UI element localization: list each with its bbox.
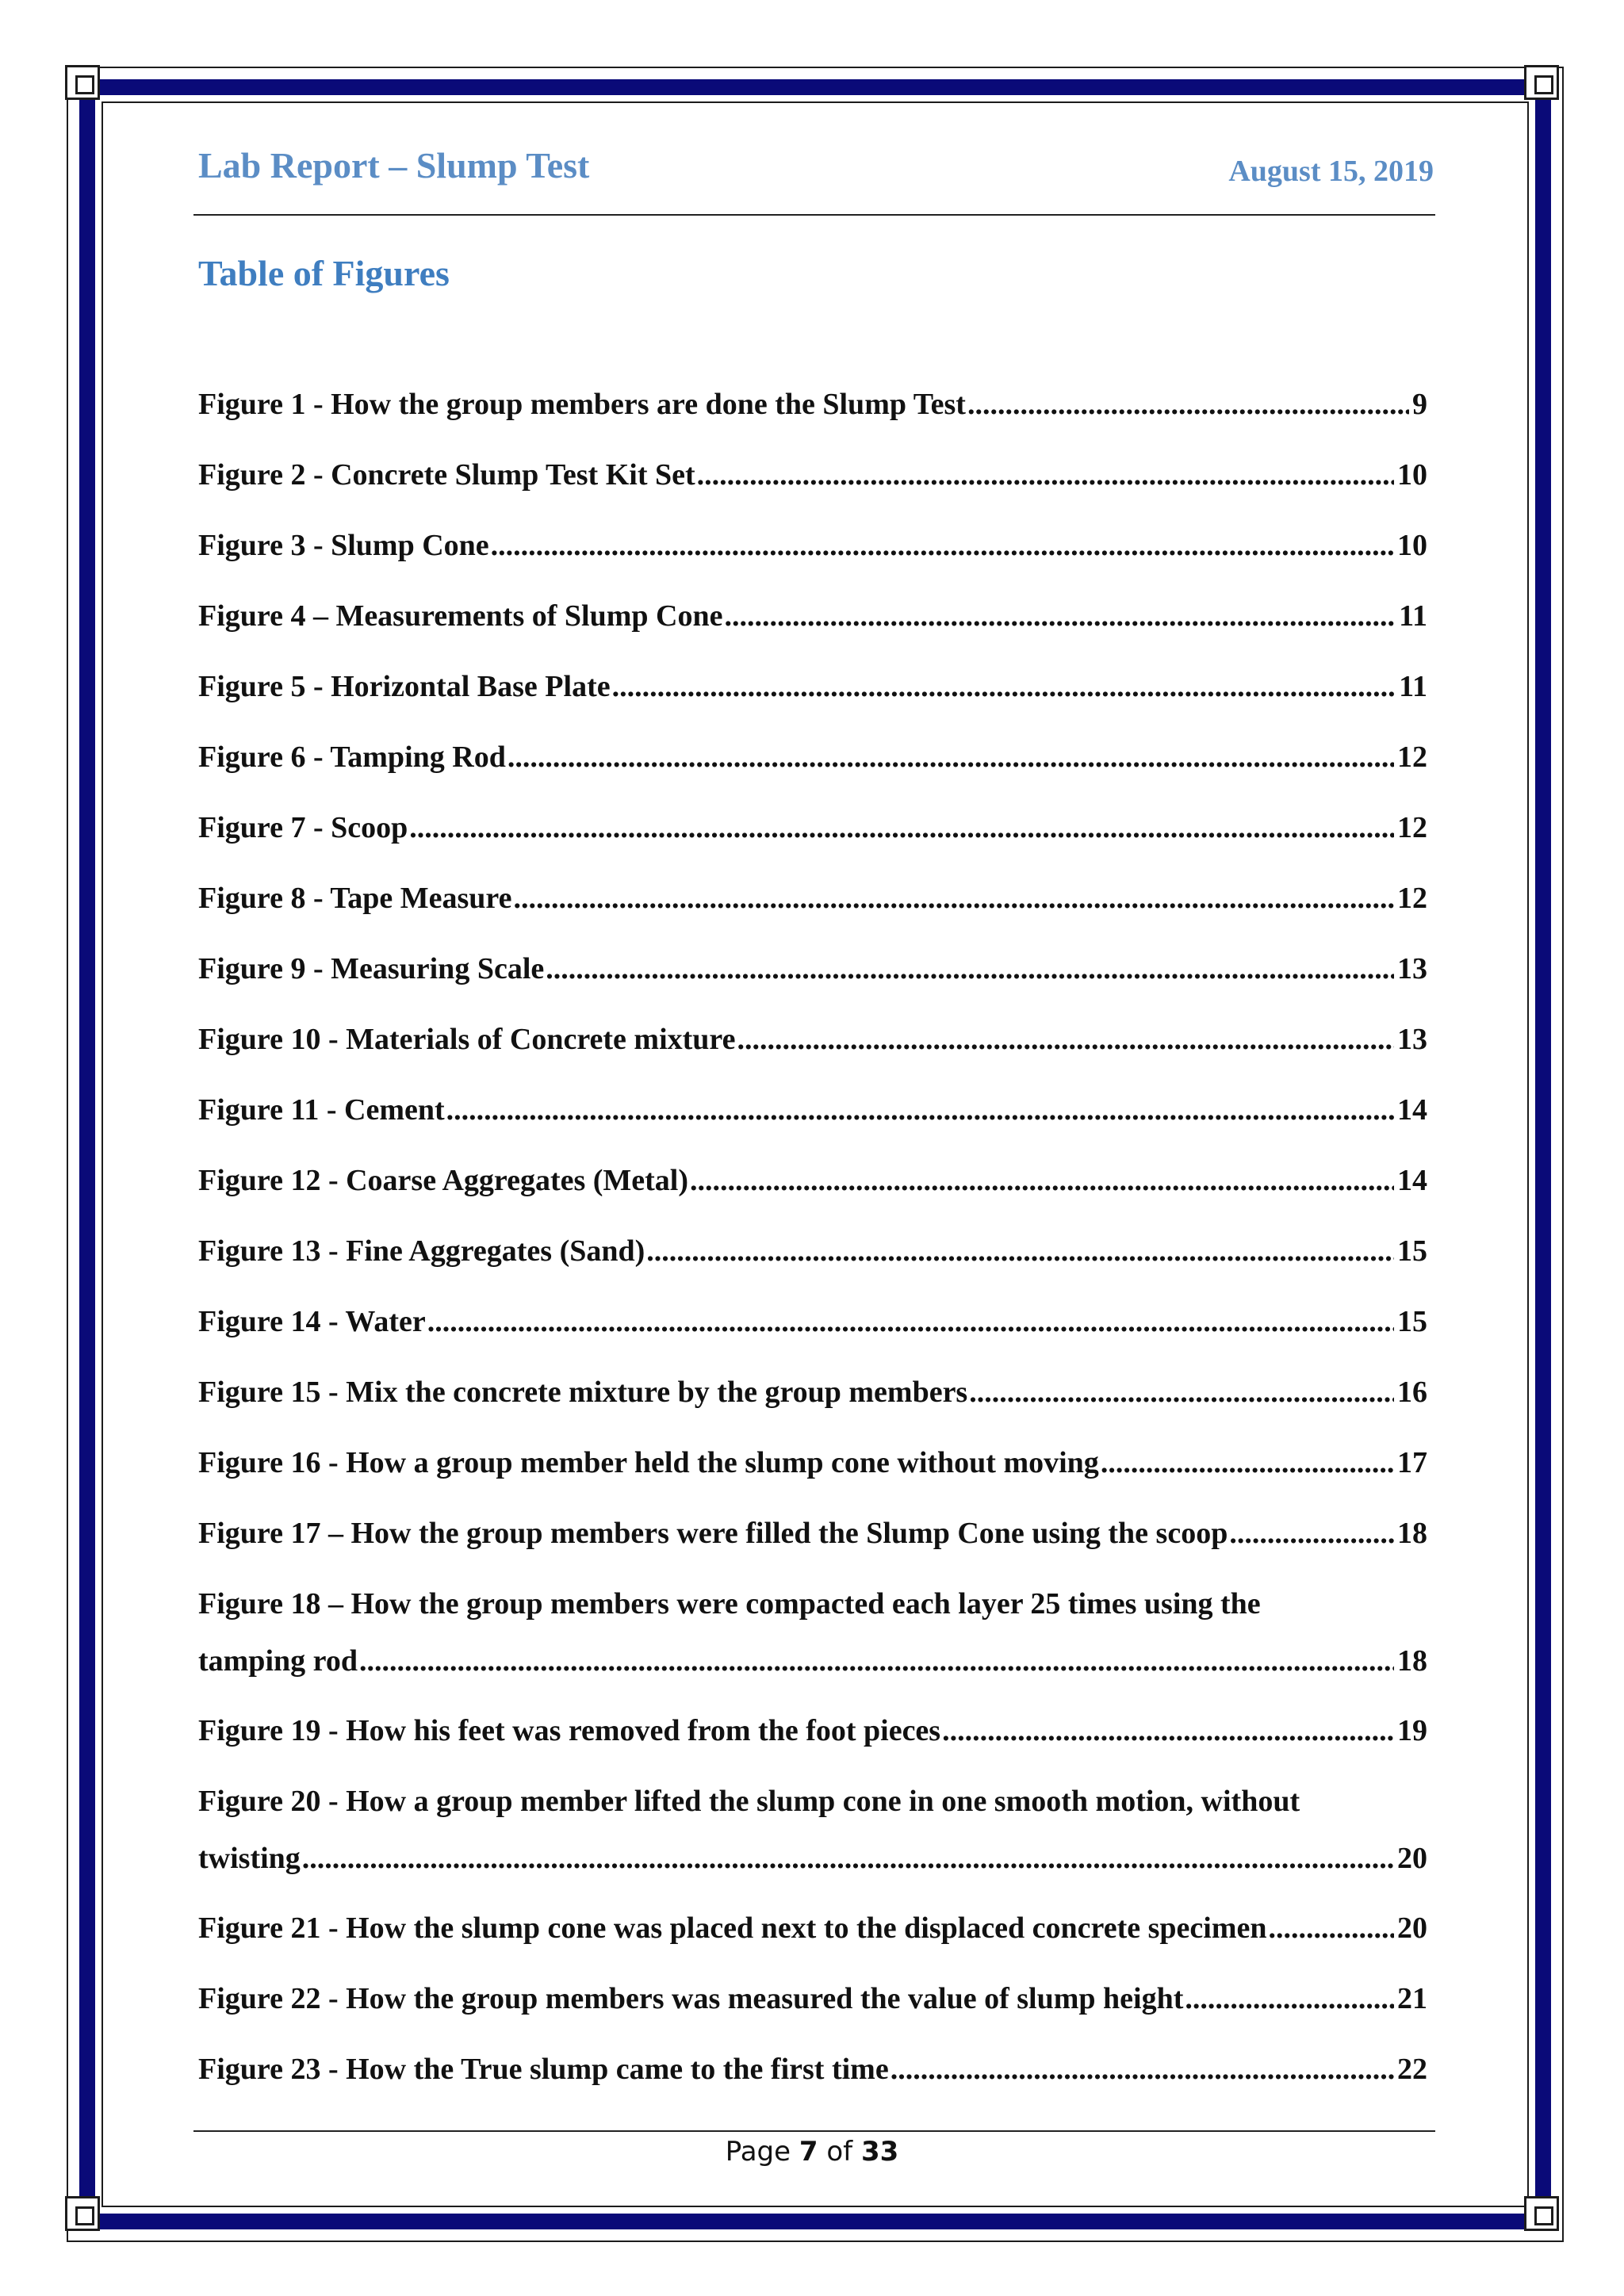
toc-entry-text-continued: twisting bbox=[198, 1842, 301, 1875]
dot-leader bbox=[359, 1632, 1394, 1689]
toc-entry[interactable] bbox=[198, 1434, 1427, 1505]
toc-entry-text: Figure 5 - Horizontal Base Plate bbox=[198, 670, 611, 703]
toc-entry[interactable] bbox=[198, 2041, 1427, 2111]
toc-entry-page: 18 bbox=[1397, 1644, 1427, 1678]
toc-entry[interactable] bbox=[198, 940, 1427, 1011]
toc-entry-text: Figure 11 - Cement bbox=[198, 1093, 445, 1127]
dot-leader bbox=[891, 2041, 1394, 2098]
dot-leader bbox=[697, 446, 1394, 503]
dot-leader bbox=[491, 517, 1394, 574]
toc-entry-page: 17 bbox=[1397, 1446, 1427, 1479]
toc-entry-text: Figure 9 - Measuring Scale bbox=[198, 952, 545, 985]
dot-leader bbox=[513, 870, 1394, 927]
footer-of-word: of bbox=[826, 2136, 853, 2168]
footer-current-page: 7 bbox=[799, 2136, 818, 2168]
toc-entry-page: 16 bbox=[1397, 1376, 1427, 1409]
toc-entry-text: Figure 16 - How a group member held the slump cone without moving bbox=[198, 1446, 1099, 1479]
header-divider bbox=[193, 214, 1435, 216]
dot-leader bbox=[427, 1293, 1394, 1350]
toc-entry-page: 12 bbox=[1397, 811, 1427, 844]
toc-entry[interactable] bbox=[198, 1702, 1427, 1773]
toc-entry-text-continued: tamping rod bbox=[198, 1644, 358, 1678]
toc-entry[interactable] bbox=[198, 799, 1427, 870]
toc-entry[interactable] bbox=[198, 1505, 1427, 1575]
toc-entry-text: Figure 14 - Water bbox=[198, 1305, 426, 1338]
dot-leader bbox=[967, 376, 1409, 433]
toc-entry-text: Figure 19 - How his feet was removed from the foot pieces bbox=[198, 1714, 941, 1747]
dot-leader bbox=[690, 1152, 1394, 1209]
toc-entry-page: 18 bbox=[1397, 1517, 1427, 1550]
dot-leader bbox=[508, 729, 1394, 786]
toc-entry-page: 21 bbox=[1397, 1982, 1427, 2015]
toc-entry-text: Figure 3 - Slump Cone bbox=[198, 529, 489, 562]
toc-entry-page: 11 bbox=[1399, 599, 1427, 633]
header-title: Lab Report – Slump Test bbox=[198, 145, 590, 186]
toc-entry[interactable] bbox=[198, 729, 1427, 799]
toc-entry[interactable] bbox=[198, 658, 1427, 729]
toc-entry-page: 15 bbox=[1397, 1234, 1427, 1268]
toc-entry-page: 13 bbox=[1397, 1023, 1427, 1056]
toc-entry-text: Figure 20 - How a group member lifted the slump cone in one smooth motion, without bbox=[198, 1785, 1300, 1818]
toc-entry-page: 12 bbox=[1397, 882, 1427, 915]
dot-leader bbox=[646, 1223, 1394, 1280]
dot-leader bbox=[1268, 1900, 1394, 1957]
toc-entry-text: Figure 10 - Materials of Concrete mixture bbox=[198, 1023, 736, 1056]
toc-entry-page: 22 bbox=[1397, 2053, 1427, 2086]
toc-entry-page: 13 bbox=[1397, 952, 1427, 985]
page-footer bbox=[0, 2136, 1624, 2168]
toc-entry-text: Figure 8 - Tape Measure bbox=[198, 882, 512, 915]
header-date: August 15, 2019 bbox=[1228, 155, 1434, 188]
toc-entry-text: Figure 12 - Coarse Aggregates (Metal) bbox=[198, 1164, 689, 1197]
toc-entry[interactable] bbox=[198, 587, 1427, 658]
toc-entry[interactable] bbox=[198, 1575, 1427, 1702]
toc-entry-text: Figure 13 - Fine Aggregates (Sand) bbox=[198, 1234, 645, 1268]
border-corner-ornament bbox=[65, 65, 100, 100]
dot-leader bbox=[1185, 1970, 1394, 2027]
toc-entry-page: 14 bbox=[1397, 1093, 1427, 1127]
toc-entry-page: 10 bbox=[1397, 458, 1427, 492]
toc-entry[interactable] bbox=[198, 517, 1427, 587]
footer-total-pages: 33 bbox=[860, 2136, 899, 2168]
toc-entry-page: 14 bbox=[1397, 1164, 1427, 1197]
toc-entry[interactable] bbox=[198, 1900, 1427, 1970]
dot-leader bbox=[302, 1830, 1394, 1887]
border-corner-ornament bbox=[1524, 65, 1559, 100]
toc-entry[interactable] bbox=[198, 1970, 1427, 2041]
border-corner-ornament bbox=[65, 2196, 100, 2231]
toc-entry-text: Figure 2 - Concrete Slump Test Kit Set bbox=[198, 458, 695, 492]
toc-entry[interactable] bbox=[198, 1223, 1427, 1293]
toc-entry-page: 9 bbox=[1412, 388, 1427, 421]
dot-leader bbox=[969, 1364, 1394, 1421]
table-of-figures bbox=[198, 376, 1427, 2111]
dot-leader bbox=[446, 1081, 1394, 1138]
toc-entry-page: 12 bbox=[1397, 740, 1427, 774]
toc-entry[interactable] bbox=[198, 1293, 1427, 1364]
dot-leader bbox=[1229, 1505, 1394, 1562]
toc-entry-text: Figure 7 - Scoop bbox=[198, 811, 408, 844]
toc-entry-text: Figure 15 - Mix the concrete mixture by the group members bbox=[198, 1376, 968, 1409]
toc-entry-text: Figure 17 – How the group members were filled the Slump Cone using the scoop bbox=[198, 1517, 1228, 1550]
toc-entry-text: Figure 6 - Tamping Rod bbox=[198, 740, 506, 774]
dot-leader bbox=[409, 799, 1394, 856]
toc-entry-text: Figure 21 - How the slump cone was placed next to the displaced concrete specimen bbox=[198, 1911, 1267, 1945]
toc-entry[interactable] bbox=[198, 1081, 1427, 1152]
toc-entry[interactable] bbox=[198, 1773, 1427, 1900]
toc-entry[interactable] bbox=[198, 1152, 1427, 1223]
toc-entry-text: Figure 4 – Measurements of Slump Cone bbox=[198, 599, 723, 633]
toc-entry-page: 20 bbox=[1397, 1842, 1427, 1875]
toc-entry[interactable] bbox=[198, 870, 1427, 940]
dot-leader bbox=[724, 587, 1396, 645]
section-heading: Table of Figures bbox=[198, 253, 450, 293]
footer-page-word: Page bbox=[725, 2136, 791, 2168]
toc-entry-text: Figure 22 - How the group members was measured the value of slump height bbox=[198, 1982, 1184, 2015]
toc-entry[interactable] bbox=[198, 376, 1427, 446]
footer-divider bbox=[193, 2130, 1435, 2132]
dot-leader bbox=[737, 1011, 1394, 1068]
toc-entry-text: Figure 18 – How the group members were compacted each layer 25 times using the bbox=[198, 1587, 1261, 1621]
dot-leader bbox=[546, 940, 1394, 997]
dot-leader bbox=[1101, 1434, 1394, 1491]
toc-entry[interactable] bbox=[198, 1364, 1427, 1434]
toc-entry-page: 11 bbox=[1399, 670, 1427, 703]
toc-entry-page: 19 bbox=[1397, 1714, 1427, 1747]
dot-leader bbox=[942, 1702, 1394, 1759]
toc-entry-page: 10 bbox=[1397, 529, 1427, 562]
toc-entry-page: 15 bbox=[1397, 1305, 1427, 1338]
toc-entry[interactable] bbox=[198, 446, 1427, 517]
toc-entry-text: Figure 23 - How the True slump came to the first time bbox=[198, 2053, 889, 2086]
border-corner-ornament bbox=[1524, 2196, 1559, 2231]
toc-entry-text: Figure 1 - How the group members are done the Slump Test bbox=[198, 388, 966, 421]
toc-entry-page: 20 bbox=[1397, 1911, 1427, 1945]
toc-entry[interactable] bbox=[198, 1011, 1427, 1081]
dot-leader bbox=[612, 658, 1396, 715]
